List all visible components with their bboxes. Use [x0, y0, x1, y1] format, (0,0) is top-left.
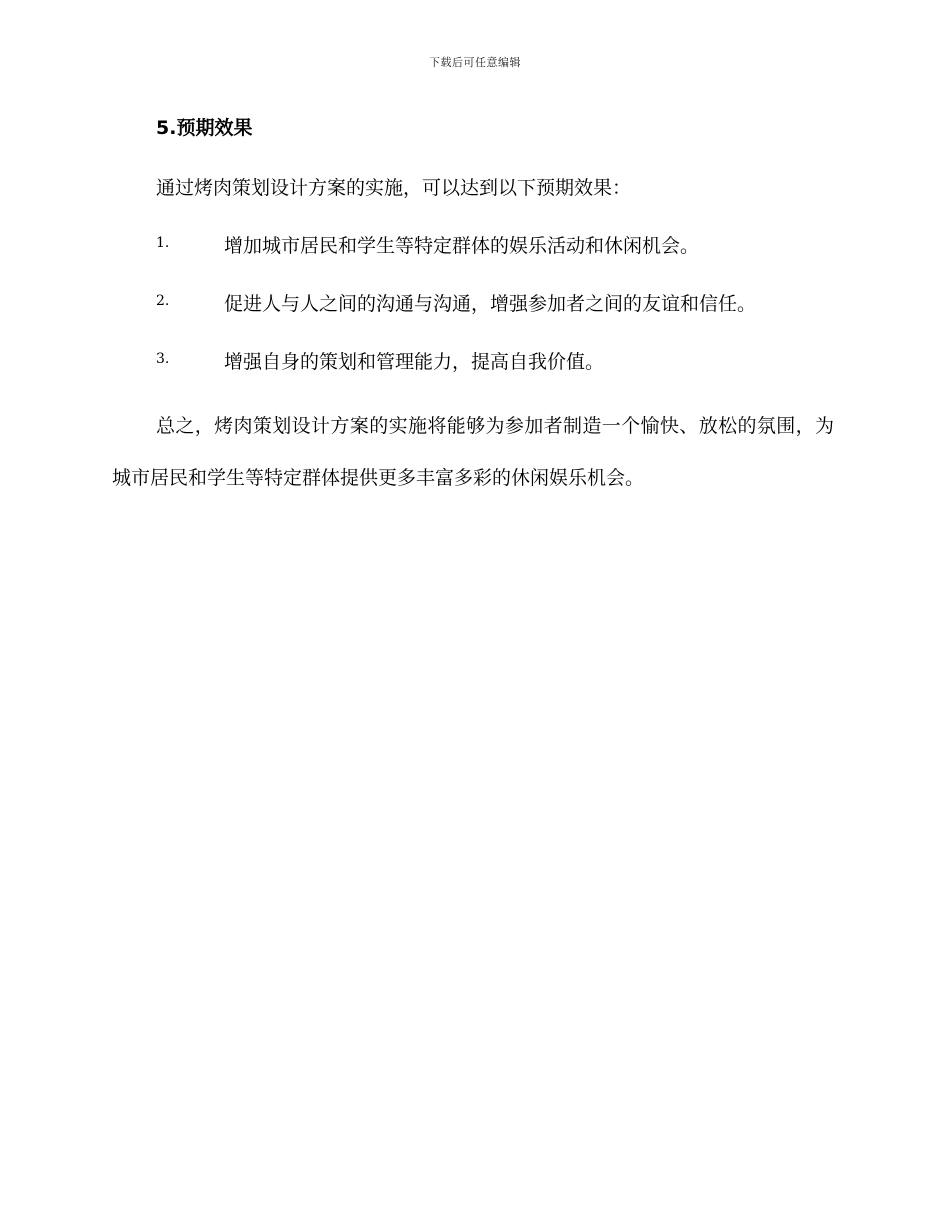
- list-item-text: 增加城市居民和学生等特定群体的娱乐活动和休闲机会。: [224, 235, 700, 257]
- page-header: 下载后可任意编辑: [429, 56, 521, 69]
- section-heading: 5.预期效果: [156, 117, 253, 139]
- intro-paragraph: 通过烤肉策划设计方案的实施，可以达到以下预期效果：: [156, 177, 632, 199]
- list-item-number: 3.: [156, 351, 170, 367]
- list-item-number: 2.: [156, 293, 170, 309]
- list-item-number: 1.: [156, 235, 170, 251]
- list-item-text: 增强自身的策划和管理能力，提高自我价值。: [224, 351, 605, 373]
- summary-paragraph: 总之，烤肉策划设计方案的实施将能够为参加者制造一个愉快、放松的氛围，为城市居民和学生等特定群体提供更多丰富多彩的休闲娱乐机会。: [112, 415, 834, 489]
- list-item-text: 促进人与人之间的沟通与沟通，增强参加者之间的友谊和信任。: [224, 293, 757, 315]
